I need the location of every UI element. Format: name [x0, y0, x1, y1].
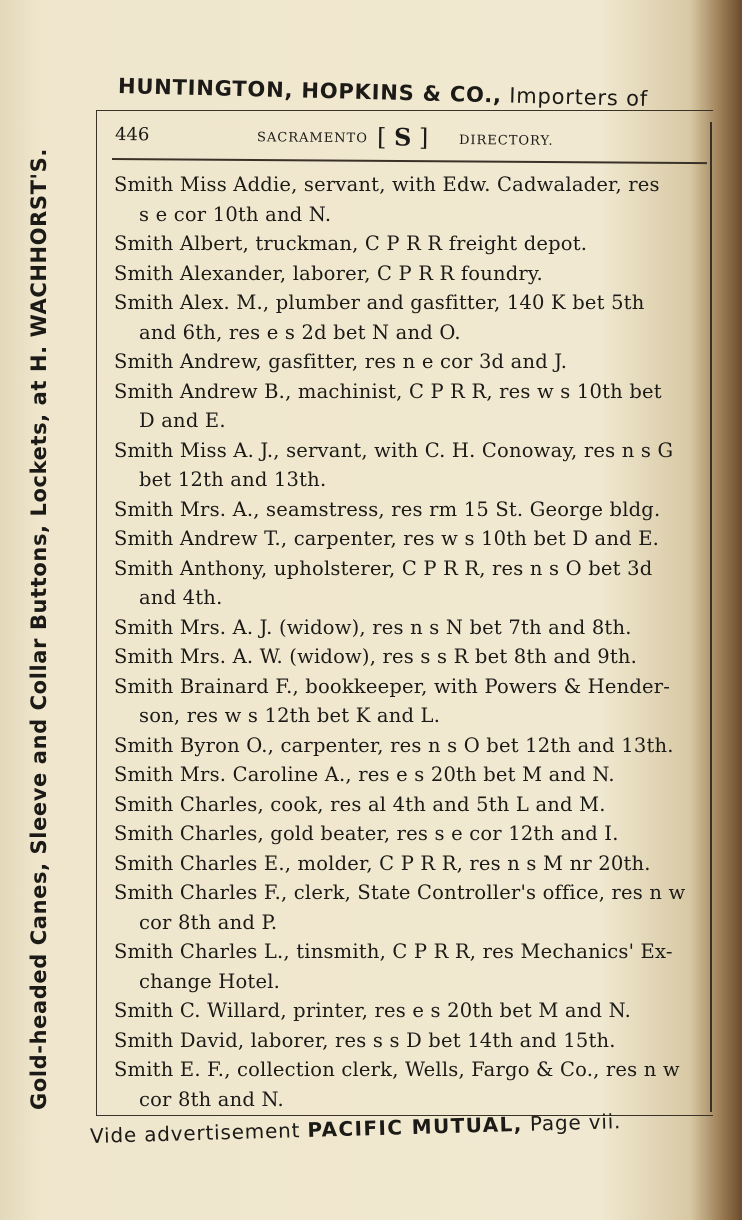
directory-entry [114, 495, 706, 525]
entry-first-line: Smith Andrew B., machinist, C P R R, res w s 10th bet [114, 379, 662, 403]
bottom-banner-page-ref: Page vii. [529, 1109, 622, 1136]
directory-entry [114, 642, 706, 672]
entry-continuation: bet 12th and 13th. [139, 468, 327, 491]
entry-first-line: Smith David, laborer, res s s D bet 14th and 15th. [114, 1028, 616, 1052]
entry-continuation: cor 8th and P. [139, 910, 278, 934]
entry-first-line: Smith Charles, gold beater, res s e cor 12th and I. [114, 822, 619, 845]
directory-entries [114, 170, 706, 1114]
entry-continuation: son, res w s 12th bet K and L. [139, 704, 441, 727]
running-header [115, 122, 710, 157]
banner-firm-name: HUNTINGTON, HOPKINS & CO., [117, 74, 503, 108]
directory-entry [114, 790, 706, 820]
entry-first-line: Smith Andrew T., carpenter, res w s 10th bet D and E. [114, 527, 660, 550]
entry-first-line: Smith Anthony, upholsterer, C P R R, res n s O bet 3d [114, 556, 653, 580]
entry-continuation: s e cor 10th and N. [139, 202, 332, 226]
entry-first-line: Smith Andrew, gasfitter, res n e cor 3d and J. [114, 350, 568, 373]
entry-first-line: Smith Alexander, laborer, C P R R foundry. [114, 261, 543, 285]
entry-first-line: Smith Mrs. A. J. (widow), res n s N bet 7th and 8th. [114, 615, 632, 639]
page-number: 446 [114, 124, 150, 146]
page-frame-right-rule [710, 122, 712, 1112]
entry-first-line: Smith Mrs. Caroline A., res e s 20th bet M and N. [114, 763, 615, 786]
entry-first-line: Smith Byron O., carpenter, res n s O bet 12th and 13th. [114, 733, 674, 757]
header-bracket-close: ] [418, 123, 429, 152]
directory-entry [114, 1026, 706, 1056]
directory-entry [114, 377, 706, 436]
directory-entry [114, 996, 706, 1026]
entry-first-line: Smith Charles L., tinsmith, C P R R, res Mechanics' Ex- [114, 940, 673, 963]
header-city: SACRAMENTO [256, 130, 368, 147]
entry-first-line: Smith Brainard F., bookkeeper, with Powers & Hender- [114, 674, 671, 698]
bottom-banner-advertiser: PACIFIC MUTUAL, [307, 1111, 524, 1142]
directory-entry [114, 288, 706, 347]
entry-first-line: Smith Miss A. J., servant, with C. H. Conoway, res n s G [114, 438, 674, 462]
directory-entry [114, 760, 706, 790]
directory-entry [114, 229, 706, 259]
directory-entry [114, 347, 706, 377]
directory-entry [114, 672, 706, 731]
entry-first-line: Smith E. F., collection clerk, Wells, Fargo & Co., res n w [114, 1058, 680, 1081]
directory-entry [114, 819, 706, 849]
directory-entry [114, 436, 706, 495]
directory-entry [114, 849, 706, 879]
header-bracket-open: [ [376, 123, 387, 152]
directory-entry [114, 731, 706, 761]
directory-entry [114, 1055, 706, 1114]
entry-continuation: and 4th. [139, 586, 223, 609]
entry-first-line: Smith C. Willard, printer, res e s 20th bet M and N. [114, 999, 632, 1022]
entry-first-line: Smith Alex. M., plumber and gasfitter, 140 K bet 5th [114, 291, 645, 314]
entry-first-line: Smith Albert, truckman, C P R R freight depot. [114, 232, 588, 255]
entry-continuation: D and E. [139, 409, 226, 432]
header-letter-box [377, 122, 429, 151]
directory-entry [114, 878, 706, 937]
entry-continuation: cor 8th and N. [139, 1087, 284, 1111]
entry-continuation: change Hotel. [139, 969, 281, 993]
entry-first-line: Smith Mrs. A., seamstress, res rm 15 St. George bldg. [114, 497, 661, 521]
entry-first-line: Smith Miss Addie, servant, with Edw. Cadwalader, res [114, 173, 660, 196]
directory-entry [114, 613, 706, 643]
entry-first-line: Smith Charles, cook, res al 4th and 5th L and M. [114, 792, 606, 816]
directory-entry [114, 524, 706, 554]
banner-tail-text: Importers of [508, 83, 649, 111]
directory-entry [114, 554, 706, 613]
side-advertising-banner: Gold-headed Canes, Sleeve and Collar Buttons, Lockets, at H. WACHHORST'S. [27, 148, 51, 1110]
directory-entry [114, 937, 706, 996]
header-kind: DIRECTORY. [458, 133, 554, 149]
entry-first-line: Smith Charles F., clerk, State Controller's office, res n w [114, 881, 686, 904]
directory-entry [114, 170, 706, 229]
entry-continuation: and 6th, res e s 2d bet N and O. [139, 320, 461, 344]
entry-first-line: Smith Charles E., molder, C P R R, res n s M nr 20th. [114, 851, 651, 875]
header-letter: S [393, 122, 412, 152]
entry-first-line: Smith Mrs. A. W. (widow), res s s R bet 8th and 9th. [114, 645, 638, 668]
directory-entry [114, 259, 706, 289]
bottom-banner-lead: Vide advertisement [89, 1118, 301, 1148]
